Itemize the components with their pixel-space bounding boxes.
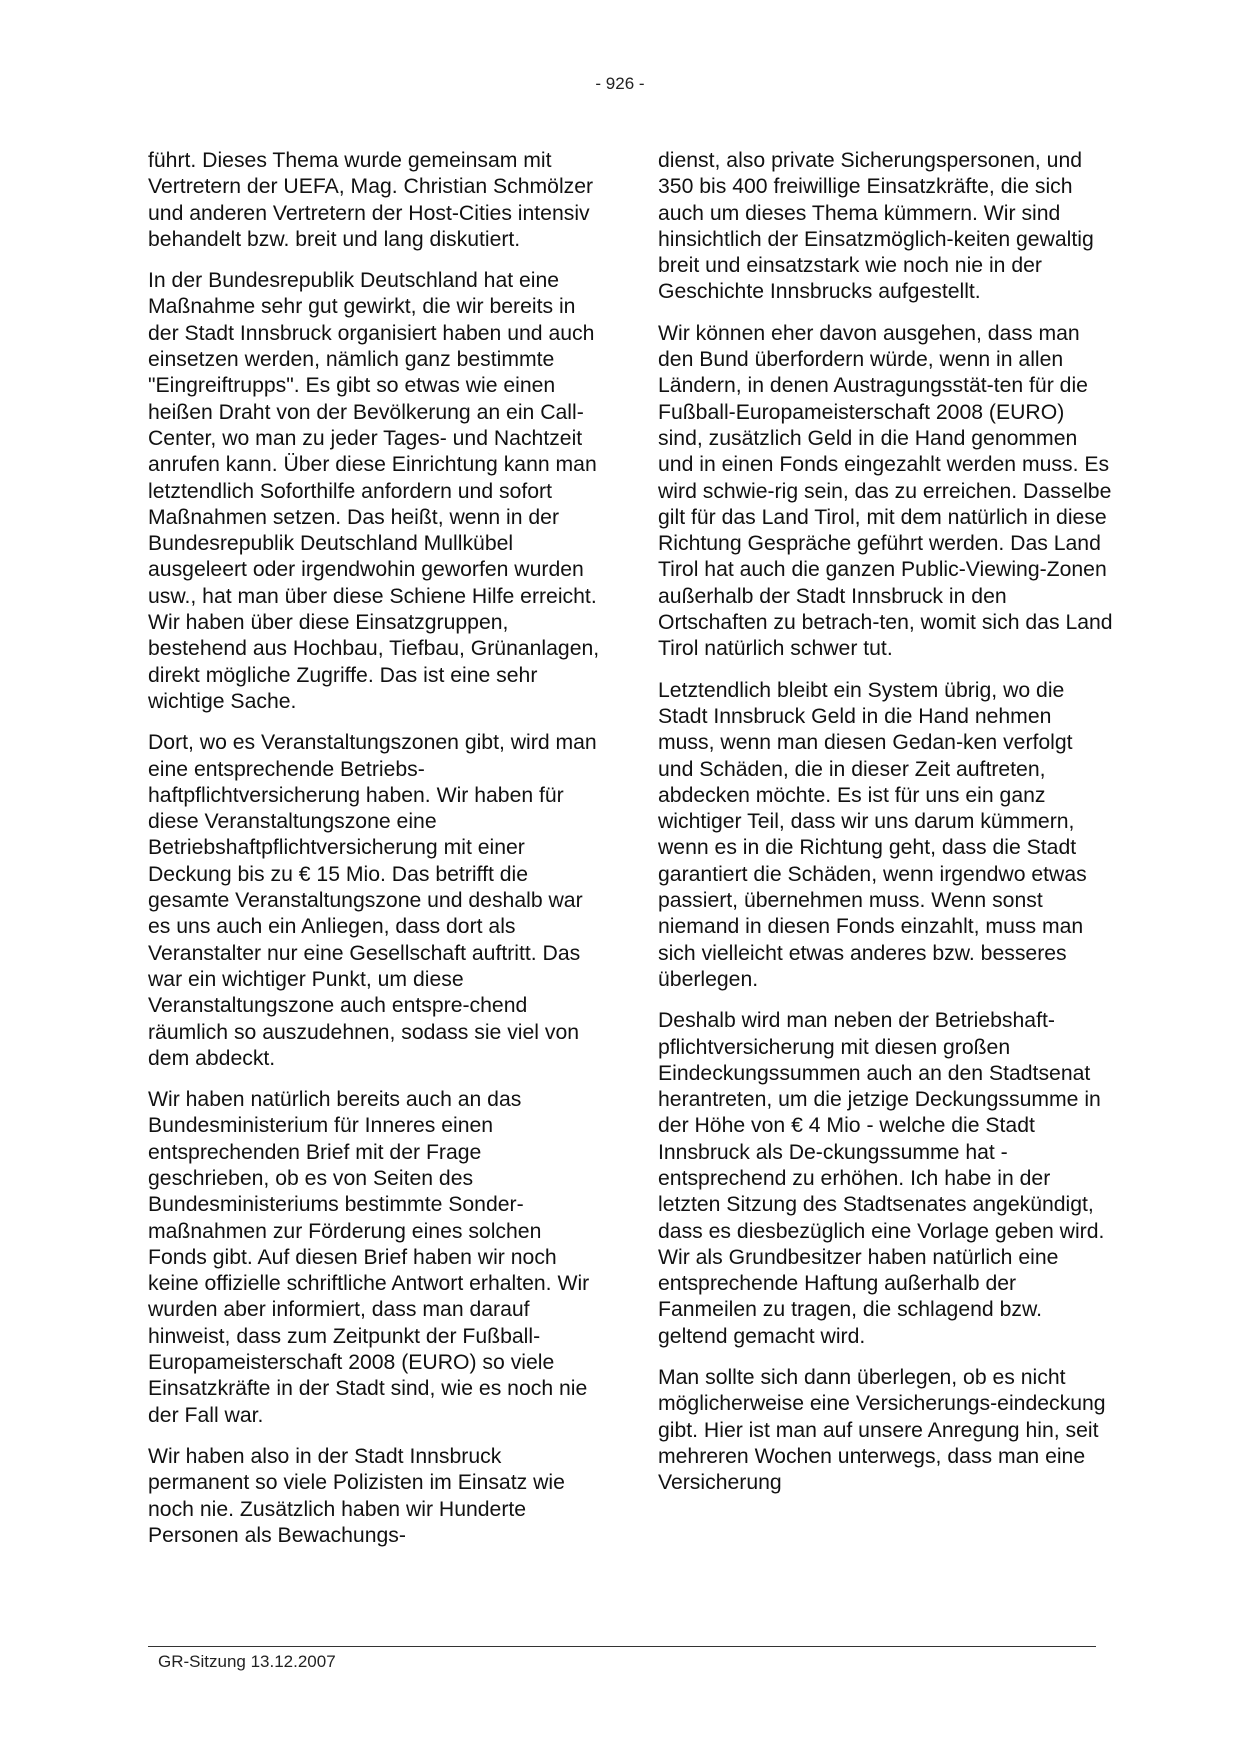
paragraph: Wir haben also in der Stadt Innsbruck permanent so viele Polizisten im Einsatz wie noch nie. Zusätzlich haben wir Hunderte Personen als Bewachungs-: [148, 1444, 565, 1547]
paragraph: In der Bundesrepublik Deutschland hat eine Maßnahme sehr gut gewirkt, die wir bereits in der Stadt Innsbruck organisiert haben und auch einsetzen werden, nämlich ganz bestimmte "Eingreiftrupps". Es gibt so etwas wie einen heißen Draht von der Bevölkerung an ein Call-Center, wo man zu jeder Tages- und Nachtzeit anrufen kann. Über diese Einrichtung kann man letztendlich Soforthilfe anfordern und sofort Maßnahmen setzen. Das heißt, wenn in der Bundesrepublik Deutschland Mullkübel ausgeleert oder irgendwohin geworfen wurden usw., hat man über diese Schiene Hilfe erreicht. Wir haben über diese Einsatzgruppen, bestehend aus Hochbau, Tiefbau, Grünanlagen, direkt mögliche Zugriffe. Das ist eine sehr wichtige Sache.: [148, 269, 600, 713]
paragraph: Man sollte sich dann überlegen, ob es nicht möglicherweise eine Versicherungs-eindeckung gibt. Hier ist man auf unsere Anregung hin, seit mehreren Wochen unterwegs, dass man eine Versicherung: [658, 1366, 1106, 1495]
page-number: - 926 -: [595, 74, 645, 93]
paragraph: Letztendlich bleibt ein System übrig, wo die Stadt Innsbruck Geld in die Hand nehmen muss, wenn man diesen Gedan-ken verfolgt und Schäden, die in dieser Zeit auftreten, abdecken möchte. Es ist für uns ein ganz wichtiger Teil, dass wir uns darum kümmern, wenn es in die Richtung geht, dass die Stadt garantiert die Schäden, wenn irgendwo etwas passiert, übernehmen muss. Wenn sonst niemand in diesen Fonds einzahlt, muss man sich vielleicht etwas anderes bzw. besseres überlegen.: [658, 678, 1087, 991]
left-column: [148, 148, 603, 1564]
paragraph: Deshalb wird man neben der Betriebshaft-pflichtversicherung mit diesen großen Eindeckungssummen auch an den Stadtsenat herantreten, um die jetzige Deckungssumme in der Höhe von € 4 Mio - welche die Stadt Innsbruck als De-ckungssumme hat - entsprechend zu erhöhen. Ich habe in der letzten Sitzung des Stadtsenates angekündigt, dass es diesbezüglich eine Vorlage geben wird. Wir als Grundbesitzer haben natürlich eine entsprechende Haftung außerhalb der Fanmeilen zu tragen, die schlagend bzw. geltend gemacht wird.: [658, 1009, 1105, 1348]
paragraph: Wir haben natürlich bereits auch an das Bundesministerium für Inneres einen entsprechenden Brief mit der Frage geschrieben, ob es von Seiten des Bundesministeriums bestimmte Sonder-maßnahmen zur Förderung eines solchen Fonds gibt. Auf diesen Brief haben wir noch keine offizielle schriftliche Antwort erhalten. Wir wurden aber informiert, dass man darauf hinweist, dass zum Zeitpunkt der Fußball-Europameisterschaft 2008 (EURO) so viele Einsatzkräfte in der Stadt sind, wie es noch nie der Fall war.: [148, 1088, 590, 1427]
paragraph: Dort, wo es Veranstaltungszonen gibt, wird man eine entsprechende Betriebs-haftpflichtversicherung haben. Wir haben für diese Veranstaltungszone eine Betriebshaftpflichtversicherung mit einer Deckung bis zu € 15 Mio. Das betrifft die gesamte Veranstaltungszone und deshalb war es uns auch ein Anliegen, dass dort als Veranstalter nur eine Gesellschaft auftritt. Das war ein wichtiger Punkt, um diese Veranstaltungszone auch entspre-chend räumlich so auszudehnen, sodass sie viel von dem abdeckt.: [148, 731, 597, 1070]
right-column: [658, 148, 1113, 1512]
footer-divider: [148, 1646, 1096, 1647]
paragraph: Wir können eher davon ausgehen, dass man den Bund überfordern würde, wenn in allen Ländern, in denen Austragungsstät-ten für die Fußball-Europameisterschaft 2008 (EURO) sind, zusätzlich Geld in die Hand genommen und in einen Fonds eingezahlt werden muss. Es wird schwie-rig sein, das zu erreichen. Dasselbe gilt für das Land Tirol, mit dem natürlich in diese Richtung Gespräche geführt werden. Das Land Tirol hat auch die ganzen Public-Viewing-Zonen außerhalb der Stadt Innsbruck in den Ortschaften zu betrach-ten, womit sich das Land Tirol natürlich schwer tut.: [658, 321, 1113, 661]
paragraph: führt. Dieses Thema wurde gemeinsam mit Vertretern der UEFA, Mag. Christian Schmölzer und anderen Vertretern der Host-Cities intensiv behandelt bzw. breit und lang diskutiert.: [148, 149, 594, 251]
footer-text: GR-Sitzung 13.12.2007: [158, 1652, 336, 1671]
paragraph: dienst, also private Sicherungspersonen, und 350 bis 400 freiwillige Einsatzkräfte, die sich auch um dieses Thema kümmern. Wir sind hinsichtlich der Einsatzmöglich-keiten gewaltig breit und einsatzstark wie noch nie in der Geschichte Innsbrucks aufgestellt.: [658, 149, 1094, 304]
